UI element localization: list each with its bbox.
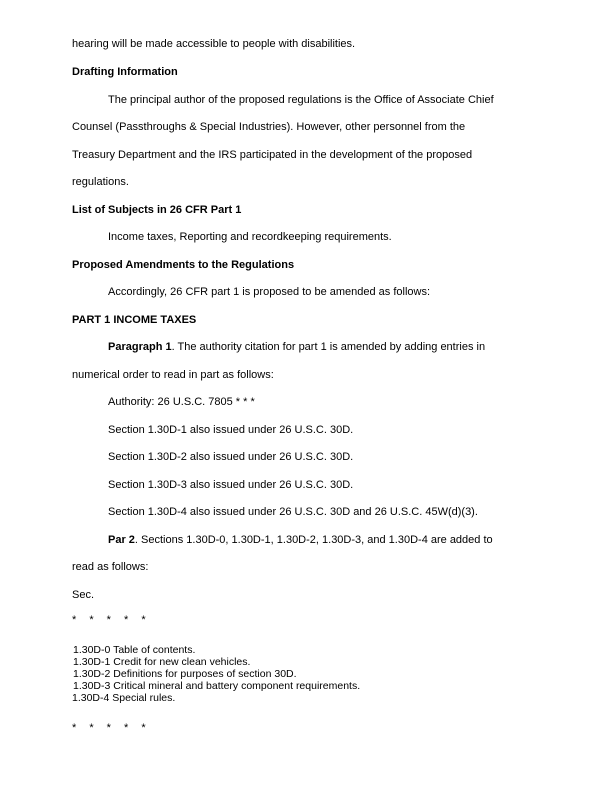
section-line-1: Section 1.30D-1 also issued under 26 U.S.C. 30D. <box>108 424 354 436</box>
toc-item: 1.30D-1 Credit for new clean vehicles. <box>73 656 251 668</box>
intro-line: hearing will be made accessible to people with disabilities. <box>72 38 356 50</box>
drafting-heading: Drafting Information <box>72 66 178 78</box>
paragraph-2 <box>108 534 493 547</box>
drafting-line-3: Treasury Department and the IRS participated in the development of the proposed <box>72 149 473 161</box>
section-line-2: Section 1.30D-2 also issued under 26 U.S.C. 30D. <box>108 451 354 463</box>
amendments-text: Accordingly, 26 CFR part 1 is proposed to be amended as follows: <box>108 286 431 298</box>
section-line-4: Section 1.30D-4 also issued under 26 U.S.C. 30D and 26 U.S.C. 45W(d)(3). <box>108 506 478 518</box>
sec-label: Sec. <box>72 589 95 601</box>
paragraph-1-continued: numerical order to read in part as follows: <box>72 369 274 381</box>
paragraph-2-continued: read as follows: <box>72 561 149 573</box>
toc-item: 1.30D-4 Special rules. <box>72 692 176 704</box>
subjects-text: Income taxes, Reporting and recordkeeping requirements. <box>108 231 392 243</box>
drafting-line-1: The principal author of the proposed regulations is the Office of Associate Chief <box>108 94 494 106</box>
authority-line: Authority: 26 U.S.C. 7805 * * * <box>108 396 255 408</box>
paragraph-2-label: Par 2 <box>108 534 135 546</box>
amendments-heading: Proposed Amendments to the Regulations <box>72 259 295 271</box>
drafting-line-4: regulations. <box>72 176 129 188</box>
part-heading: PART 1 INCOME TAXES <box>72 314 197 326</box>
drafting-line-2: Counsel (Passthroughs & Special Industries). However, other personnel from the <box>72 121 466 133</box>
section-line-3: Section 1.30D-3 also issued under 26 U.S.C. 30D. <box>108 479 354 491</box>
stars-separator-end: * * * * * <box>72 722 151 734</box>
paragraph-1-text: . The authority citation for part 1 is amended by adding entries in <box>171 341 486 353</box>
toc-item: 1.30D-3 Critical mineral and battery component requirements. <box>73 680 361 692</box>
subjects-heading: List of Subjects in 26 CFR Part 1 <box>72 204 242 216</box>
stars-separator: * * * * * <box>72 614 151 626</box>
toc-item: 1.30D-0 Table of contents. <box>73 644 196 656</box>
paragraph-2-text: . Sections 1.30D-0, 1.30D-1, 1.30D-2, 1.30D-3, and 1.30D-4 are added to <box>134 534 493 546</box>
paragraph-1-label: Paragraph 1 <box>108 341 172 353</box>
paragraph-1 <box>108 341 485 354</box>
toc-item: 1.30D-2 Definitions for purposes of section 30D. <box>73 668 297 680</box>
